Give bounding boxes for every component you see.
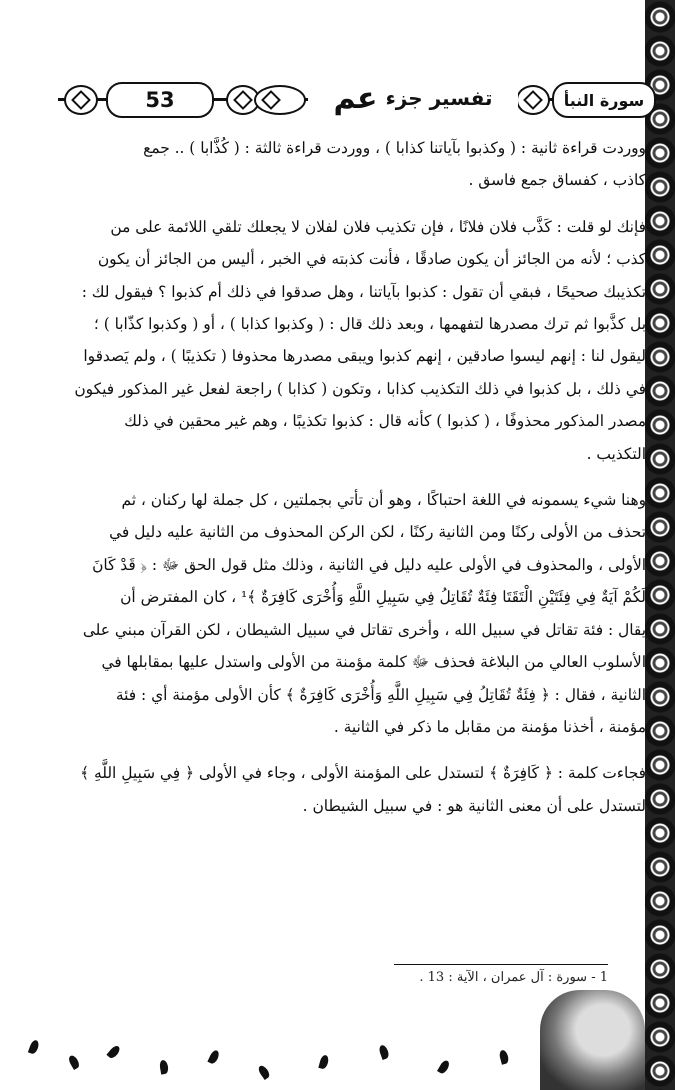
text-line: تكذيبك صحيحًا ، فبقي أن تقول : كذبوا بآياتنا ، وهل صدقوا في ذلك أم كذبوا ؟ فيقول لك : bbox=[81, 282, 646, 301]
ornament-icon bbox=[254, 85, 306, 115]
text-line: كذب ؛ لأنه من الجائز أن يكون صادقًا ، فأنت كذبته في الخبر ، أليس من الجائز أن يكون bbox=[97, 250, 646, 269]
text-line: التكذيب . bbox=[586, 444, 646, 463]
text-line: لتستدل على أن معنى الثانية هو : في سبيل الشيطان . bbox=[302, 796, 646, 815]
sura-name: سورة النبأ bbox=[552, 82, 656, 118]
leaf-icon bbox=[257, 1064, 272, 1080]
text-line: الثانية ، فقال : ﴿ فِئَةٌ تُقَاتِلُ فِي سَبِيلِ اللَّهِ وَأُخْرَى كَافِرَةٌ ﴾ كأن الأولى مؤمنة أي : فئة bbox=[115, 685, 646, 704]
text-line: يقال : فئة تقاتل في سبيل الله ، وأخرى تقاتل في سبيل الشيطان ، لكن القرآن مبني على bbox=[82, 620, 646, 639]
text-line: ليقول لنا : إنهم ليسوا صادقين ، إنهم كذبوا ويبقى مصدرها محذوفا ( تكذيبًا ) ، ولم يَصدقوا bbox=[83, 347, 646, 366]
leaf-icon bbox=[498, 1049, 509, 1065]
ornament-icon bbox=[64, 85, 98, 115]
leaf-icon bbox=[207, 1049, 220, 1065]
text-line: وهنا شيء يسمونه في اللغة احتباكًا ، وهو أن تأتي بجملتين ، كل جملة لها ركنان ، ثم bbox=[121, 491, 646, 510]
footnote-rule bbox=[394, 964, 608, 965]
page-number: 53 bbox=[106, 82, 214, 118]
paragraph bbox=[62, 132, 646, 197]
book-title-big: عم bbox=[333, 80, 378, 116]
text-line: لَكُمْ آيَةٌ فِي فِئَتَيْنِ الْتَقَتَا فِئَةٌ تُقَاتِلُ فِي سَبِيلِ اللَّهِ وَأُخْرَى كَافِرَةٌ ﴾¹ ، كان المفترض أن bbox=[120, 588, 646, 607]
text-line: مؤمنة ، أخذنا مؤمنة من مقابل ما ذكر في الثانية . bbox=[333, 717, 646, 736]
page-header bbox=[58, 76, 644, 122]
text-line: كاذب ، كفساق جمع فاسق . bbox=[468, 171, 646, 190]
paragraph bbox=[62, 484, 646, 743]
leaf-icon bbox=[437, 1059, 451, 1075]
book-title-main: تفسير جزء bbox=[385, 86, 493, 110]
text-line: ووردت قراءة ثانية : ( وكذبوا بآياتنا كذابا ) ، ووردت قراءة ثالثة : ( كُذَّابا ) .. جمع bbox=[143, 139, 646, 157]
paragraph bbox=[62, 757, 646, 822]
body-text bbox=[62, 132, 646, 822]
text-line: فجاءت كلمة : ﴿ كَافِرَةٌ ﴾ لتستدل على المؤمنة الأولى ، وجاء في الأولى ﴿ فِي سَبِيلِ اللَّهِ ﴾ bbox=[80, 764, 646, 783]
text-line: مصدر المذكور محذوفًا ، ( كذبوا ) كأنه قال : كذبوا تكذيبًا ، وهم غير محقين في ذلك bbox=[124, 412, 646, 431]
leaf-icon bbox=[67, 1054, 81, 1070]
text-line: في ذلك ، بل كذبوا في ذلك التكذيب كذابا ، وتكون ( كذابا ) راجعة لفعل غير المذكور فيكون bbox=[74, 379, 646, 398]
paragraph bbox=[62, 211, 646, 470]
ornamental-border bbox=[645, 0, 675, 1090]
leaf-icon bbox=[106, 1044, 121, 1060]
footnote: 1 - سورة : آل عمران ، الآية : 13 . bbox=[419, 970, 608, 985]
leaf-icon bbox=[318, 1054, 329, 1070]
leaf-icon bbox=[159, 1059, 169, 1074]
text-line: الأولى ، والمحذوف في الأولى عليه دليل في الثانية ، وذلك مثل قول الحق ﷻ : ﴿ قَدْ كَانَ bbox=[92, 555, 646, 574]
text-line: تحذف من الأولى ركنًا ومن الثانية ركنًا ، لكن الركن المحذوف من الثانية عليه دليل في bbox=[109, 523, 646, 542]
text-line: فإنك لو قلت : كَذَّب فلان فلانًا ، فإن تكذيب فلان لفلان لا يجعلك تلقي اللائمة على من bbox=[110, 217, 646, 236]
leaf-icon bbox=[28, 1039, 40, 1055]
text-line: الأسلوب العالي من البلاغة فحذف ﷻ كلمة مؤمنة من الأولى واستدل عليها بمقابلها في bbox=[101, 653, 646, 672]
text-line: بل كذَّبوا ثم ترك مصدرها لتفهمها ، وبعد ذلك قال : ( وكذبوا كذابا ) ، أو ( وكذبوا كذّابا ) ؛ bbox=[93, 315, 646, 334]
book-title bbox=[308, 76, 518, 120]
portrait-image bbox=[540, 990, 645, 1090]
leaf-icon bbox=[378, 1044, 390, 1060]
ornament-icon bbox=[516, 85, 550, 115]
